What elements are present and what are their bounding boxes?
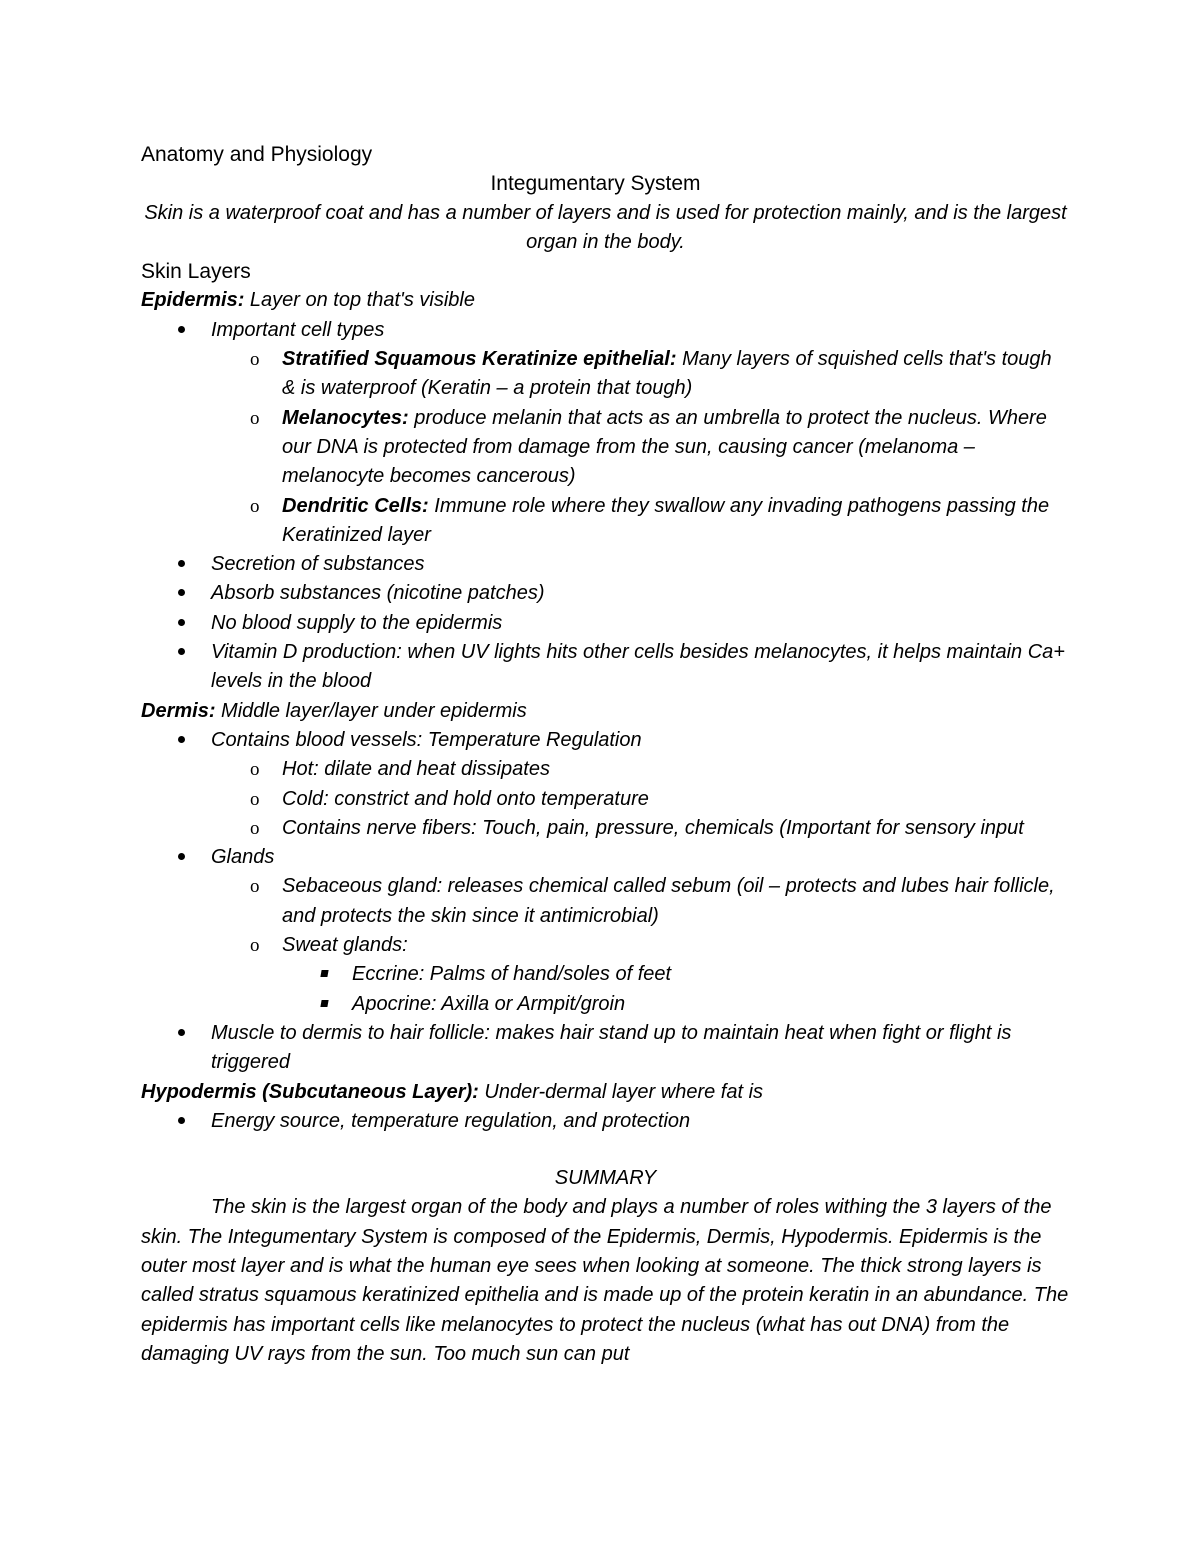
circle-bullet-icon: o xyxy=(250,935,260,957)
bullet-icon xyxy=(178,1117,185,1124)
list-item: Vitamin D production: when UV lights hits other cells besides melanocytes, it helps maintain Ca+ levels in the blood xyxy=(141,638,1070,697)
list-item: Secretion of substances xyxy=(141,550,1070,579)
list-item: Energy source, temperature regulation, and protection xyxy=(141,1107,1070,1136)
summary-title: SUMMARY xyxy=(554,1167,657,1190)
dermis-definition xyxy=(141,697,1070,726)
epidermis-definition xyxy=(141,286,1070,315)
list-item: Important cell types o Stratified Squamous Keratinize epithelial: Many layers of squished cells that's tough & is waterproof (Keratin – a protein that tough) o Melanocytes: produce melanin that acts as an umbrella to protect the nucleus. Where our DNA is protected from damage from the sun, causing cancer (melanoma – melanocyte becomes cancerous) o Dendritic Cells: Immune role where they swallow any invading pathogens passing the Keratinized layer xyxy=(141,316,1070,550)
circle-bullet-icon: o xyxy=(250,817,260,839)
sweat-glands-list xyxy=(141,960,1070,1019)
circle-bullet-icon: o xyxy=(250,788,260,810)
circle-bullet-icon: o xyxy=(250,349,260,371)
intro-text: Skin is a waterproof coat and has a number of layers and is used for protection mainly, and is the largest organ in the body. xyxy=(144,201,1067,253)
list-item: o Cold: constrict and hold onto temperature xyxy=(141,785,1070,814)
summary-text: The skin is the largest organ of the body and plays a number of roles withing the 3 layers of the skin. The Integumentary System is composed of the Epidermis, Dermis, Hypodermis. Epidermis is the outer most layer and is what the human eye sees when looking at someone. The thick strong layers is called stratus squamous keratinized epithelia and is made up of the protein keratin in an abundance. The epidermis has important cells like melanocytes to protect the nucleus (what has out DNA) from the damaging UV rays from the sun. Too much sun can put xyxy=(141,1196,1069,1365)
hypodermis-list xyxy=(141,1107,1070,1136)
list-item: Glands o Sebaceous gland: releases chemical called sebum (oil – protects and lubes hair follicle, and protects the skin since it antimicrobial) o Sweat glands: Eccrine: Palms of hand/soles of feet Apocrine: Axilla or Armpit/groin xyxy=(141,843,1070,1019)
list-item: Contains blood vessels: Temperature Regulation o Hot: dilate and heat dissipates o Cold: constrict and hold onto temperature o Contains nerve fibers: Touch, pain, pressure, chemicals (Important for sensory input xyxy=(141,726,1070,843)
cell-types-list xyxy=(141,345,1070,550)
square-bullet-icon xyxy=(320,1000,328,1007)
hypodermis-term: Hypodermis (Subcutaneous Layer): xyxy=(141,1080,479,1103)
circle-bullet-icon: o xyxy=(250,495,260,517)
list-item: Apocrine: Axilla or Armpit/groin xyxy=(141,990,1070,1019)
dermis-term: Dermis: xyxy=(141,699,216,722)
bullet-icon xyxy=(178,853,185,860)
glands-list xyxy=(141,872,1070,1018)
epidermis-list xyxy=(141,316,1070,697)
list-item: o Contains nerve fibers: Touch, pain, pressure, chemicals (Important for sensory input xyxy=(141,814,1070,843)
list-item: Muscle to dermis to hair follicle: makes hair stand up to maintain heat when fight or flight is triggered xyxy=(141,1019,1070,1078)
epidermis-desc: Layer on top that's visible xyxy=(244,289,475,312)
epidermis-term: Epidermis: xyxy=(141,289,245,312)
list-item: No blood supply to the epidermis xyxy=(141,609,1070,638)
dermis-list xyxy=(141,726,1070,1078)
dermis-desc: Middle layer/layer under epidermis xyxy=(215,699,527,722)
list-item: o Stratified Squamous Keratinize epithelial: Many layers of squished cells that's tough & is waterproof (Keratin – a protein that tough) xyxy=(141,345,1070,404)
blood-vessels-list xyxy=(141,755,1070,843)
bullet-icon xyxy=(178,326,185,333)
list-item: o Melanocytes: produce melanin that acts as an umbrella to protect the nucleus. Where our DNA is protected from damage from the sun, causing cancer (melanoma – melanocyte becomes cancerous) xyxy=(141,404,1070,492)
list-item: o Sweat glands: Eccrine: Palms of hand/soles of feet Apocrine: Axilla or Armpit/groin xyxy=(141,931,1070,1019)
hypodermis-definition xyxy=(141,1078,1070,1107)
list-item: o Hot: dilate and heat dissipates xyxy=(141,755,1070,784)
course-title: Anatomy and Physiology xyxy=(141,143,373,166)
bullet-icon xyxy=(178,589,185,596)
circle-bullet-icon: o xyxy=(250,407,260,429)
circle-bullet-icon: o xyxy=(250,759,260,781)
circle-bullet-icon: o xyxy=(250,876,260,898)
square-bullet-icon xyxy=(320,970,328,977)
bullet-icon xyxy=(178,619,185,626)
bullet-icon xyxy=(178,560,185,567)
page-title: Integumentary System xyxy=(490,172,701,196)
list-item: Absorb substances (nicotine patches) xyxy=(141,579,1070,608)
section-heading: Skin Layers xyxy=(141,260,251,284)
bullet-icon xyxy=(178,1029,185,1036)
bullet-icon xyxy=(178,736,185,743)
hypodermis-desc: Under-dermal layer where fat is xyxy=(478,1080,764,1103)
list-item: Eccrine: Palms of hand/soles of feet xyxy=(141,960,1070,989)
bullet-icon xyxy=(178,648,185,655)
list-item: o Sebaceous gland: releases chemical called sebum (oil – protects and lubes hair follicle, and protects the skin since it antimicrobial) xyxy=(141,872,1070,931)
list-item: o Dendritic Cells: Immune role where they swallow any invading pathogens passing the Keratinized layer xyxy=(141,492,1070,551)
